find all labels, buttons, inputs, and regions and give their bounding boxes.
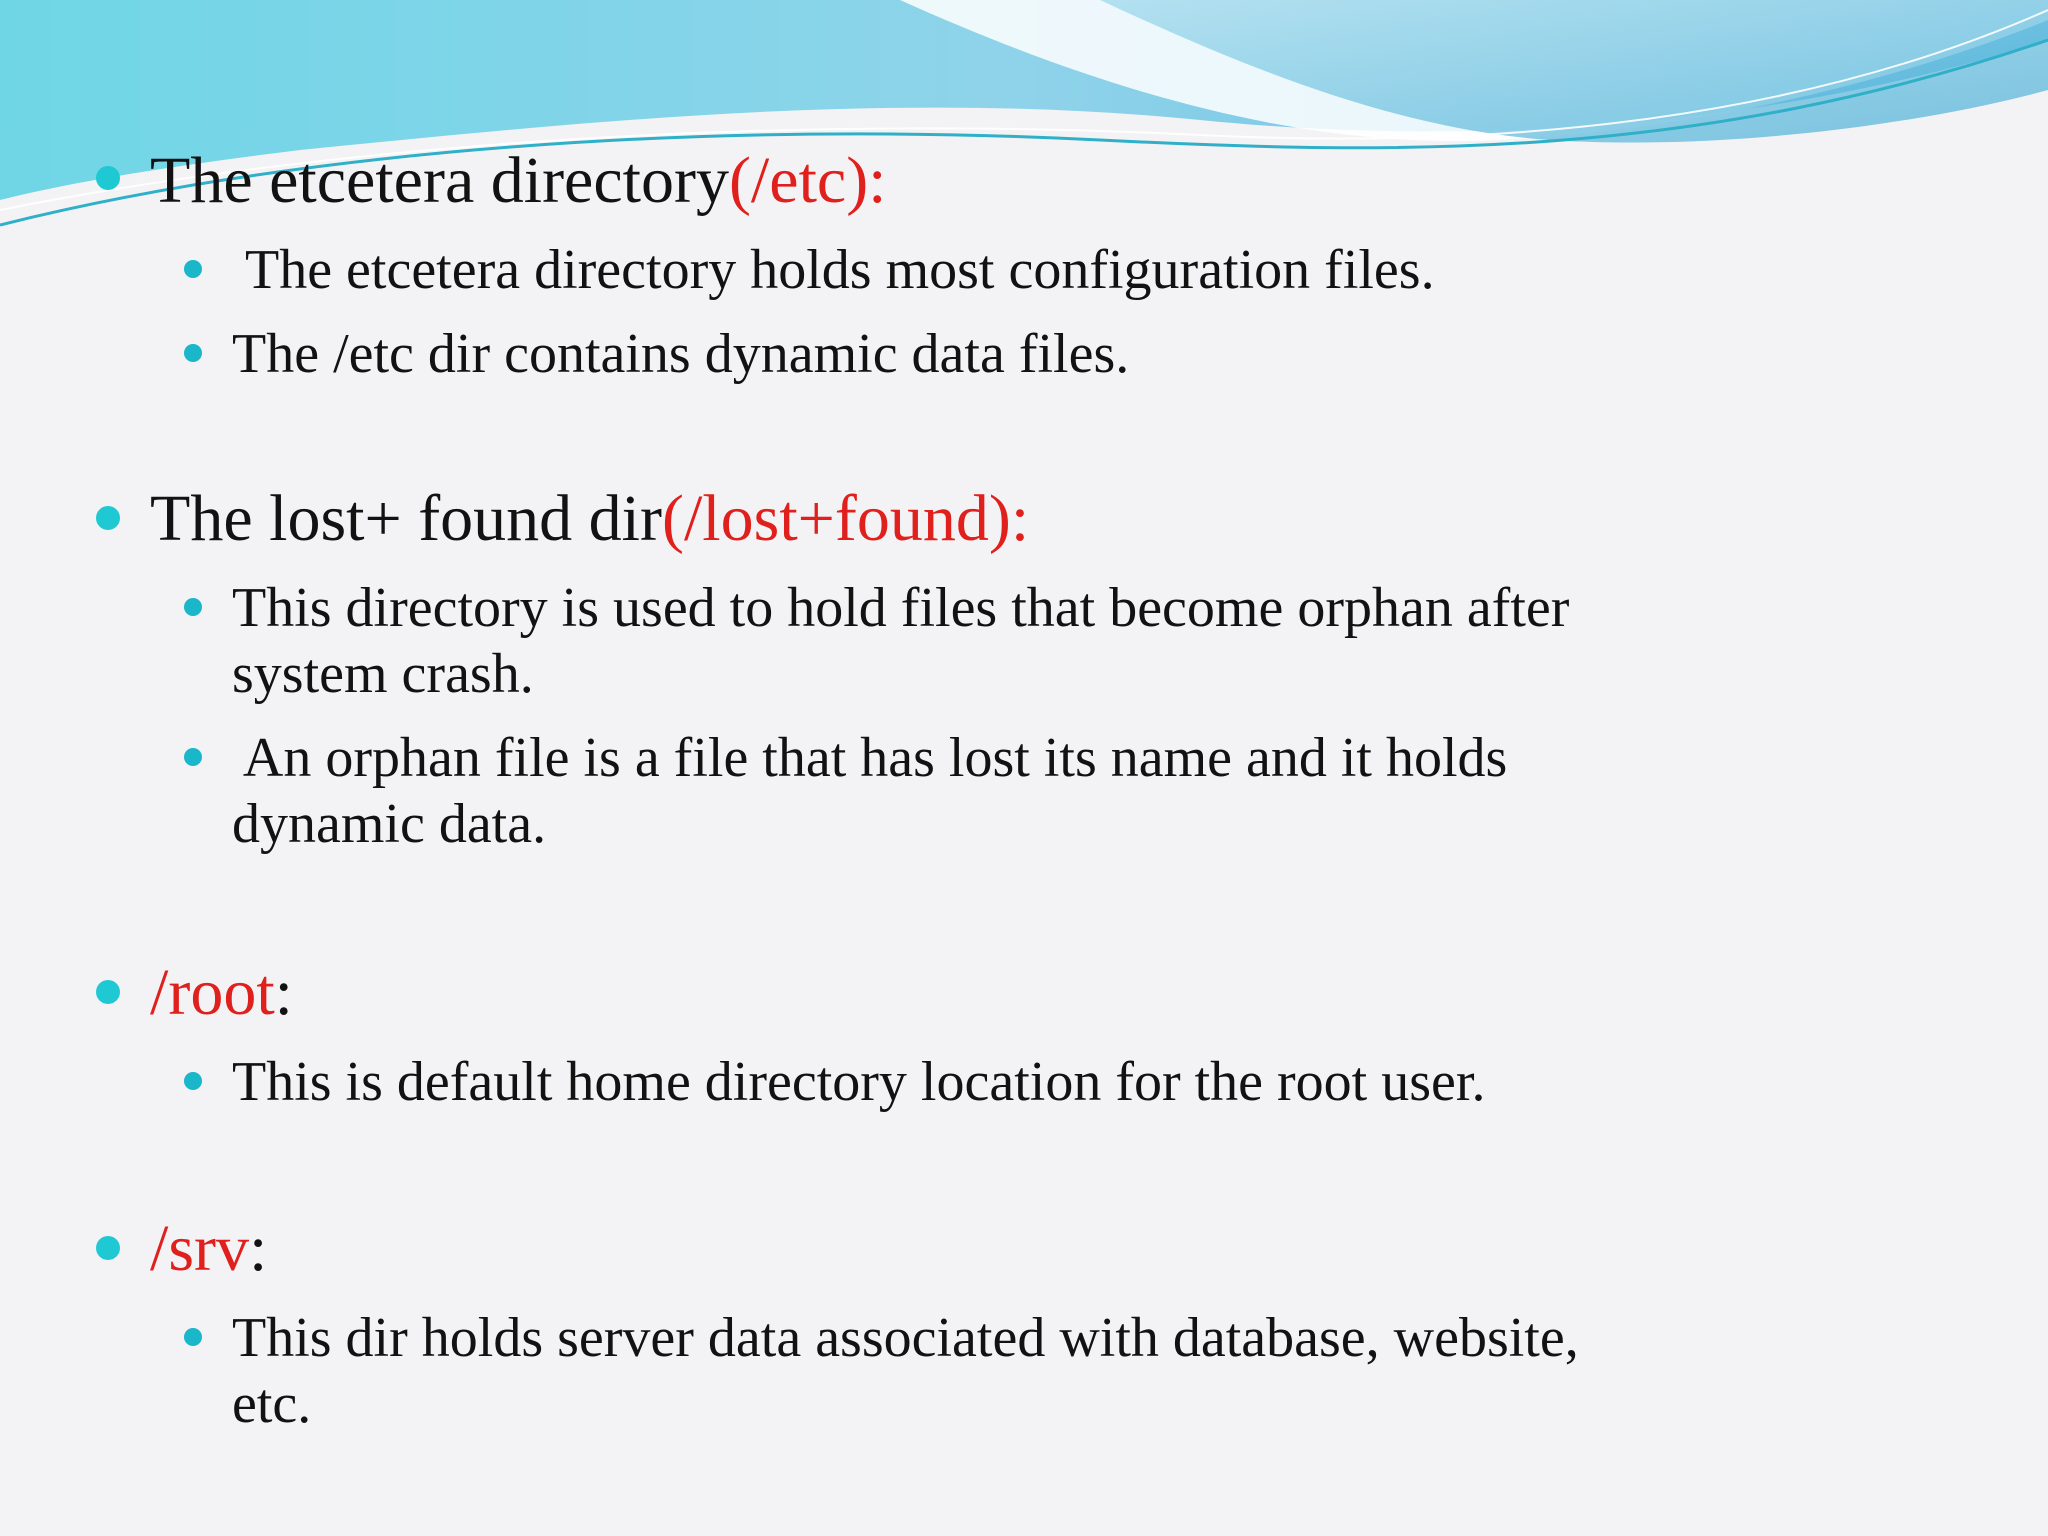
bullet-icon (96, 506, 120, 530)
section-heading-lost-found (150, 482, 1030, 555)
point-text: An orphan file is a file that has lost its name and it holds (232, 727, 1508, 789)
heading-path: (/etc): (728, 144, 887, 217)
bullet-icon (184, 598, 202, 616)
point-text: This directory is used to hold files that become orphan after (232, 577, 1570, 639)
heading-path: /srv (150, 1212, 249, 1285)
point-text-continued: system crash. (232, 643, 534, 705)
point-text: The etcetera directory holds most configuration files. (232, 239, 1435, 301)
heading-text: The etcetera directory (150, 144, 729, 217)
heading-text: The lost+ found dir (150, 482, 662, 555)
bullet-icon (96, 166, 120, 190)
bullet-icon (184, 344, 202, 362)
heading-suffix: : (274, 956, 293, 1029)
bullet-icon (184, 260, 202, 278)
point-text: This dir holds server data associated with database, website, (232, 1307, 1579, 1369)
point-text-continued: etc. (232, 1373, 312, 1435)
point-text-continued: dynamic data. (232, 793, 547, 855)
heading-suffix: : (249, 1212, 268, 1285)
heading-path: /root (150, 956, 275, 1029)
section-heading-root (150, 956, 293, 1029)
bullet-icon (184, 1072, 202, 1090)
point-text: The /etc dir contains dynamic data files. (232, 323, 1130, 385)
bullet-icon (96, 980, 120, 1004)
section-heading-etc (150, 144, 887, 217)
point-text: This is default home directory location for the root user. (232, 1051, 1486, 1113)
heading-path: (/lost+found): (661, 482, 1030, 555)
section-heading-srv (150, 1212, 268, 1285)
bullet-icon (184, 1328, 202, 1346)
bullet-icon (184, 748, 202, 766)
bullet-icon (96, 1236, 120, 1260)
